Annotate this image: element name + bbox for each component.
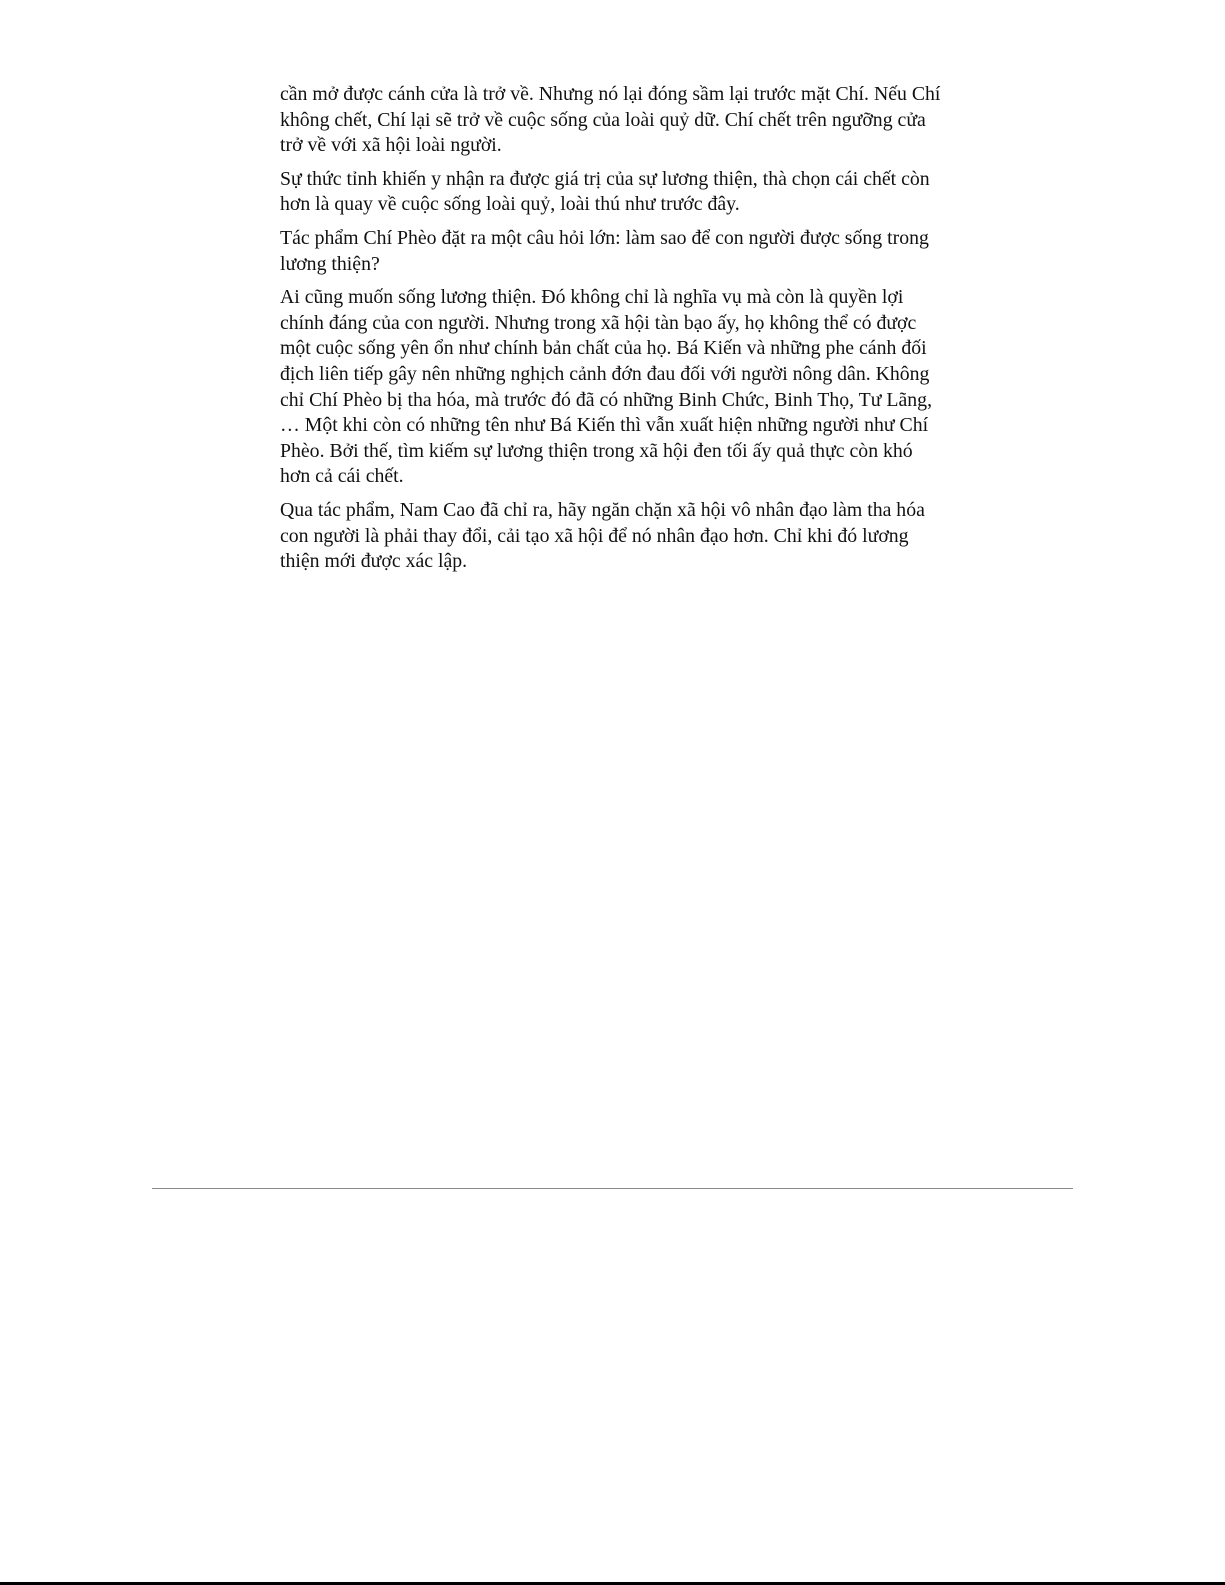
paragraph-5 xyxy=(280,498,985,575)
document-body xyxy=(280,82,985,583)
text-line: Qua tác phẩm, Nam Cao đã chỉ ra, hãy ngăn chặn xã hội vô nhân đạo làm tha hóa xyxy=(280,498,925,521)
text-line: Tác phẩm Chí Phèo đặt ra một câu hỏi lớn: làm sao để con người được sống trong xyxy=(280,226,929,249)
paragraph-3 xyxy=(280,226,985,277)
text-line: Ai cũng muốn sống lương thiện. Đó không chỉ là nghĩa vụ mà còn là quyền lợi xyxy=(280,286,904,309)
page-separator-line xyxy=(152,1188,1073,1189)
text-line: con người là phải thay đổi, cải tạo xã hội để nó nhân đạo hơn. Chỉ khi đó lương xyxy=(280,524,909,547)
paragraph-2 xyxy=(280,167,985,218)
text-line: trở về với xã hội loài người. xyxy=(280,134,502,157)
text-line: … Một khi còn có những tên như Bá Kiến thì vẫn xuất hiện những người như Chí xyxy=(280,414,929,437)
text-line: địch liên tiếp gây nên những nghịch cảnh đớn đau đối với người nông dân. Không xyxy=(280,362,930,385)
paragraph-4 xyxy=(280,285,985,490)
text-line: hơn là quay về cuộc sống loài quỷ, loài thú như trước đây. xyxy=(280,193,740,216)
text-line: cần mở được cánh cửa là trở về. Nhưng nó lại đóng sầm lại trước mặt Chí. Nếu Chí xyxy=(280,83,941,105)
text-line: Phèo. Bởi thế, tìm kiếm sự lương thiện trong xã hội đen tối ấy quả thực còn khó xyxy=(280,439,913,462)
text-line: Sự thức tỉnh khiến y nhận ra được giá trị của sự lương thiện, thà chọn cái chết còn xyxy=(280,167,930,190)
text-line: chỉ Chí Phèo bị tha hóa, mà trước đó đã có những Binh Chức, Binh Thọ, Tư Lãng, xyxy=(280,388,933,411)
text-line: không chết, Chí lại sẽ trở về cuộc sống của loài quỷ dữ. Chí chết trên ngưỡng cửa xyxy=(280,108,926,131)
text-line: chính đáng của con người. Nhưng trong xã hội tàn bạo ấy, họ không thể có được xyxy=(280,311,917,334)
text-line: lương thiện? xyxy=(280,252,380,275)
text-line: hơn cả cái chết. xyxy=(280,465,404,488)
paragraph-1 xyxy=(280,82,985,159)
text-line: thiện mới được xác lập. xyxy=(280,550,468,573)
text-line: một cuộc sống yên ổn như chính bản chất của họ. Bá Kiến và những phe cánh đối xyxy=(280,337,927,360)
